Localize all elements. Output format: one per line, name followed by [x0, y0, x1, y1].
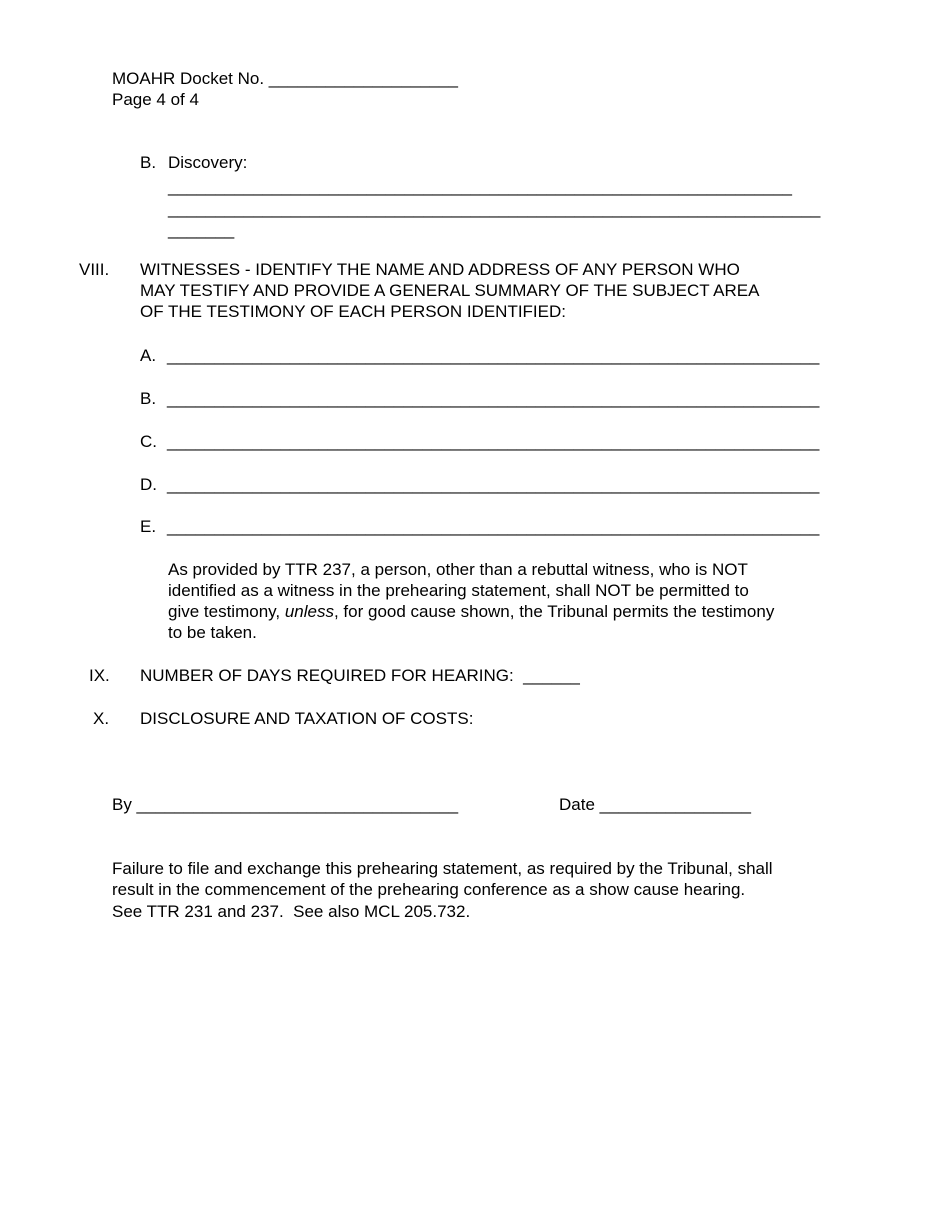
section-viii-heading-line-2: MAY TESTIFY AND PROVIDE A GENERAL SUMMARY OF THE SUBJECT AREA	[140, 281, 760, 300]
witness-note-line-1: As provided by TTR 237, a person, other than a rebuttal witness, who is NOT	[168, 560, 748, 579]
signature-date-field[interactable]: Date ________________	[559, 795, 751, 814]
witness-a-letter: A.	[140, 346, 157, 365]
witness-b-letter: B.	[140, 389, 157, 408]
section-x-numeral: X.	[93, 709, 110, 728]
witness-d-letter: D.	[140, 475, 157, 494]
witness-note-line-3	[168, 601, 774, 622]
witness-e-letter: E.	[140, 517, 157, 536]
witness-note-line-3-end: , for good cause shown, the Tribunal permits the testimony	[333, 602, 775, 621]
section-ix-numeral: IX.	[89, 666, 110, 685]
footer-note-line-2: result in the commencement of the prehearing conference as a show cause hearing.	[112, 880, 746, 899]
docket-number-field[interactable]: MOAHR Docket No. ____________________	[112, 69, 458, 88]
witness-c-field[interactable]: _____________________________________________________________________	[167, 432, 820, 451]
discovery-letter: B.	[140, 153, 157, 172]
signature-by-field[interactable]: By __________________________________	[112, 795, 459, 814]
section-viii-heading-line-1: WITNESSES - IDENTIFY THE NAME AND ADDRESS OF ANY PERSON WHO	[140, 260, 740, 279]
witness-note-line-2: identified as a witness in the prehearing statement, shall NOT be permitted to	[168, 581, 749, 600]
witness-note-unless: unless	[284, 602, 334, 621]
witness-e-field[interactable]: _____________________________________________________________________	[167, 517, 820, 536]
hearing-days-field[interactable]: NUMBER OF DAYS REQUIRED FOR HEARING: ______	[140, 666, 580, 685]
witness-note-line-4: to be taken.	[168, 623, 257, 642]
witness-d-field[interactable]: _____________________________________________________________________	[167, 475, 820, 494]
discovery-line-2[interactable]: _____________________________________________________________________	[168, 199, 821, 218]
footer-note-line-1: Failure to file and exchange this prehearing statement, as required by the Tribunal, shall	[112, 859, 773, 878]
discovery-label: Discovery:	[168, 153, 248, 172]
witness-a-field[interactable]: _____________________________________________________________________	[167, 346, 820, 365]
section-viii-heading-line-3: OF THE TESTIMONY OF EACH PERSON IDENTIFIED:	[140, 302, 566, 321]
witness-note-line-3-start: give testimony,	[168, 602, 285, 621]
discovery-line-3[interactable]: _______	[168, 220, 235, 239]
section-x-heading: DISCLOSURE AND TAXATION OF COSTS:	[140, 709, 474, 728]
section-viii-numeral: VIII.	[79, 260, 110, 279]
discovery-line-1[interactable]: __________________________________________________________________	[168, 177, 793, 196]
witness-b-field[interactable]: _____________________________________________________________________	[167, 389, 820, 408]
footer-note-line-3: See TTR 231 and 237. See also MCL 205.732.	[112, 902, 471, 921]
page-number: Page 4 of 4	[112, 90, 199, 109]
witness-c-letter: C.	[140, 432, 157, 451]
